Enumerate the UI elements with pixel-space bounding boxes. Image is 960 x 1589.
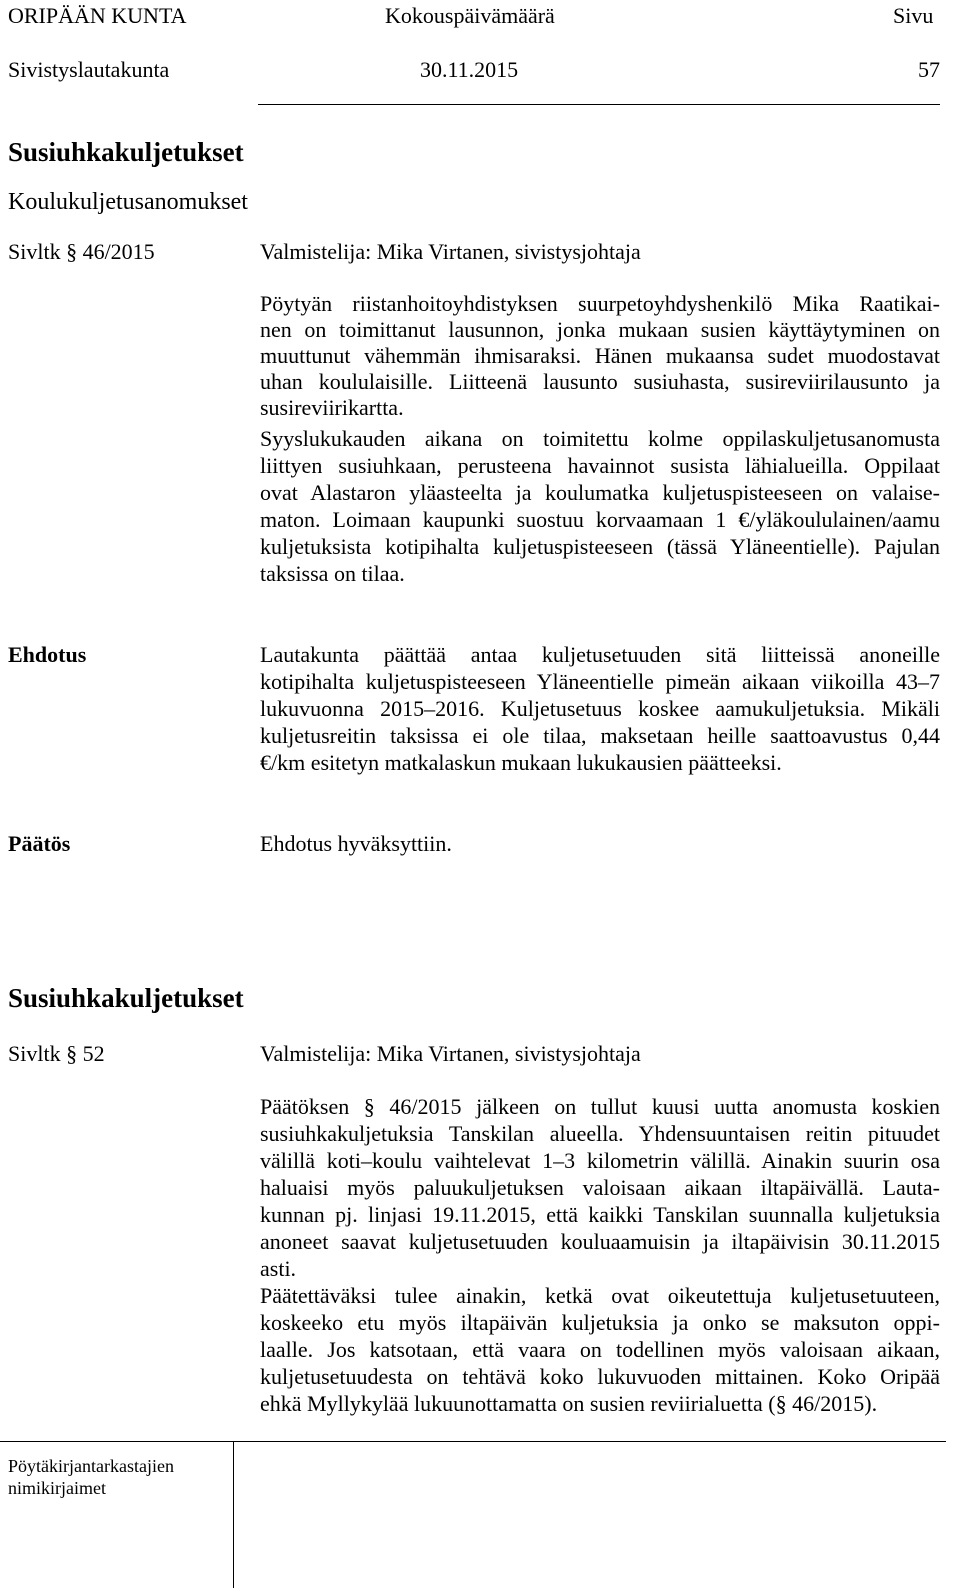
paragraph-line: ehkä Myllykylää lukuunottamatta on susien reviirialuetta (§ 46/2015). [260,1391,878,1416]
preparer: Valmistelija: Mika Virtanen, sivistysjohtaja [260,1041,641,1066]
paragraph-line: asti. [260,1256,297,1281]
page-label: Sivu [893,3,934,28]
section-title: Susiuhkakuljetukset [8,983,244,1013]
paragraph-line: lukuvuonna 2015–2016. Kuljetusetuus koskee aamukuljetuksia. Mikäli [260,696,940,721]
proposal-text [260,641,940,776]
section-reference: Sivltk § 52 [8,1041,105,1066]
date-label: Kokouspäivämäärä [385,3,555,28]
paragraph-line: €/km esitetyn matkalaskun mukaan lukukausien päätteeksi. [260,750,782,775]
paragraph-line: kuljetusreitin taksissa ei ole tilaa, maksetaan heille saattoavustus 0,44 [260,723,940,748]
org-name: ORIPÄÄN KUNTA [8,3,187,28]
paragraph-line: koskeeko etu myös iltapäivän kuljetuksia ja onko se maksuton oppi- [260,1310,940,1335]
paragraph-line: ovat Alastaron yläasteelta ja koulumatka kuljetuspisteeseen on valaise- [260,480,940,505]
footer-label: nimikirjaimet [8,1478,106,1498]
paragraph-line: liittyen susiuhkaan, perusteena havainnot susista lähialueilla. Oppilaat [260,453,940,478]
footer-rule [0,1441,946,1442]
paragraph-line: välillä koti–koulu vaihtelevat 1–3 kilometrin välillä. Ainakin suurin osa [260,1148,940,1173]
footer-label: Pöytäkirjantarkastajien [8,1456,174,1476]
section-reference: Sivltk § 46/2015 [8,239,155,264]
preparer: Valmistelija: Mika Virtanen, sivistysjohtaja [260,239,641,264]
paragraph-line: susiuhkakuljetuksia Tanskilan alueella. Yhdensuuntaisen reitin pituudet [260,1121,940,1146]
paragraph-line: haluaisi myös paluukuljetuksen valoisaan aikaan iltapäivällä. Lauta- [260,1175,940,1200]
paragraph-line: Päätettäväksi tulee ainakin, ketkä ovat oikeutettuja kuljetusetuuteen, [260,1283,940,1308]
paragraph-line: kuljetusetuudesta on tehtävä koko lukuvuoden mittainen. Koko Oripää [260,1364,940,1389]
section-subtitle: Koulukuljetusanomukset [8,189,248,215]
paragraph-line: kuljetuksista kotipihalta kuljetuspisteeseen (tässä Yläneentielle). Pajulan [260,534,940,559]
paragraph-line: anoneet saavat kuljetusetuuden kouluaamuisin ja iltapäivisin 30.11.2015 [260,1229,940,1254]
paragraph-line: uhan koululaisille. Liitteenä lausunto susiuhasta, susireviirilausunto ja [260,369,940,394]
section-title: Susiuhkakuljetukset [8,137,244,167]
paragraph-line: kunnan pj. linjasi 19.11.2015, että kaikki Tanskilan suunnalla kuljetuksia [260,1202,940,1227]
paragraph [260,425,940,587]
paragraph-line: susireviirikartta. [260,395,404,420]
paragraph [260,1093,940,1282]
proposal-label: Ehdotus [8,642,87,667]
page-number: 57 [918,57,940,82]
meeting-date: 30.11.2015 [420,57,519,82]
paragraph-line: muuttunut vähemmän ihmisaraksi. Hänen mukaansa sudet muodostavat [260,343,940,368]
header-rule [258,104,940,105]
paragraph-line: Lautakunta päättää antaa kuljetusetuuden sitä liitteissä anoneille [260,642,940,667]
footer-divider [233,1441,234,1588]
paragraph-line: Syyslukukauden aikana on toimitettu kolme oppilaskuljetusanomusta [260,426,940,451]
decision-label: Päätös [8,831,71,856]
paragraph [260,1282,940,1417]
paragraph-line: nen on toimittanut lausunnon, jonka mukaan susien käyttäytyminen on [260,317,940,342]
decision-text: Ehdotus hyväksyttiin. [260,831,452,856]
paragraph-line: maton. Loimaan kaupunki suostuu korvaamaan 1 €/yläkoululainen/aamu [260,507,940,532]
paragraph-line: taksissa on tilaa. [260,561,405,586]
committee-name: Sivistyslautakunta [8,57,170,82]
paragraph [260,291,940,421]
paragraph-line: Päätöksen § 46/2015 jälkeen on tullut kuusi uutta anomusta koskien [260,1094,940,1119]
paragraph-line: kotipihalta kuljetuspisteeseen Yläneentielle pimeän aikaan viikoilla 43–7 [260,669,940,694]
paragraph-line: Pöytyän riistanhoitoyhdistyksen suurpetoyhdyshenkilö Mika Raatikai- [260,291,940,316]
paragraph-line: laalle. Jos katsotaan, että vaara on todellinen myös valoisaan aikaan, [260,1337,940,1362]
